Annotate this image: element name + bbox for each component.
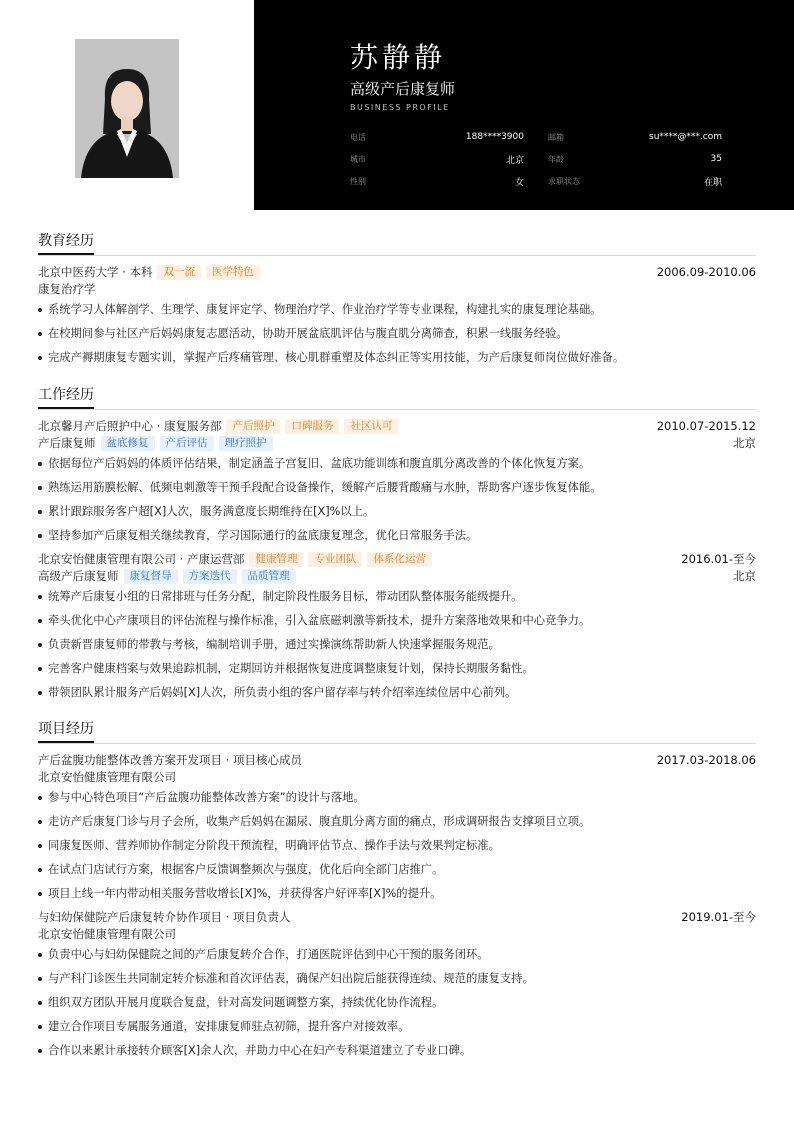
entry-header-row	[38, 551, 756, 568]
section-title: 项目经历	[38, 721, 94, 743]
tag: 产后照护	[226, 419, 280, 434]
tag: 盆底修复	[101, 436, 155, 451]
entry-date: 2006.09-2010.06	[656, 265, 756, 279]
info-city	[350, 148, 524, 170]
project-entry	[38, 909, 756, 1059]
entry-date: 2017.03-2018.06	[656, 753, 756, 767]
bullet-item: 负责中心与妇幼保健院之间的产后康复转介合作，打通医院评估到中心干预的服务闭环。	[38, 946, 756, 963]
bullet-item: 建立合作项目专属服务通道，安排康复师驻点初筛，提升客户对接效率。	[38, 1018, 756, 1035]
bullet-item: 项目上线一年内带动相关服务营收增长[X]%，并获得客户好评率[X]%的提升。	[38, 885, 756, 902]
project-org: 北京安怡健康管理有限公司	[38, 770, 176, 784]
bullet-item: 熟练运用筋膜松解、低频电刺激等干预手段配合设备操作，缓解产后腰背酸痛与水肿，帮助客户逐步恢复体能。	[38, 479, 756, 496]
project-name: 与妇幼保健院产后康复转介协作项目 · 项目负责人	[38, 910, 291, 924]
bullet-item: 坚持参加产后康复相关继续教育，学习国际通行的盆底康复理念，优化日常服务手法。	[38, 527, 756, 544]
info-email	[548, 126, 722, 148]
info-value: 在职	[703, 177, 722, 188]
project-org: 北京安怡健康管理有限公司	[38, 927, 176, 941]
info-job-status	[548, 170, 722, 192]
company-name: 北京馨月产后照护中心 · 康复服务部	[38, 419, 222, 433]
work-entry	[38, 418, 756, 544]
bullet-list	[38, 301, 756, 366]
entry-city: 北京	[733, 436, 756, 450]
bullet-list	[38, 588, 756, 701]
entry-header-row	[38, 909, 756, 926]
entry-left	[38, 435, 273, 452]
entry-header-row	[38, 264, 756, 281]
info-label: 电话	[350, 132, 366, 142]
bullet-item: 合作以来累计承接转介顾客[X]余人次，并助力中心在妇产专科渠道建立了专业口碑。	[38, 1042, 756, 1059]
bullet-item: 负责新晋康复师的带教与考核，编制培训手册，通过实操演练帮助新人快速掌握服务规范。	[38, 636, 756, 653]
tag: 产后评估	[160, 436, 214, 451]
candidate-name: 苏静静	[350, 41, 447, 74]
info-value: 188****3900	[465, 132, 524, 142]
project-name: 产后盆腹功能整体改善方案开发项目 · 项目核心成员	[38, 753, 302, 767]
entry-date: 2016.01-至今	[681, 552, 756, 566]
section-header	[38, 387, 756, 410]
tag: 专业团队	[308, 552, 362, 567]
work-section	[38, 387, 756, 708]
education-section	[38, 233, 756, 373]
role-name: 产后康复师	[38, 436, 96, 450]
tag: 品质管理	[242, 569, 296, 584]
entry-date: 2010.07-2015.12	[656, 419, 756, 433]
tag: 理疗照护	[219, 436, 273, 451]
bullet-item: 与产科门诊医生共同制定转介标准和首次评估表，确保产妇出院后能获得连续、规范的康复支持。	[38, 970, 756, 987]
bullet-list	[38, 946, 756, 1059]
entry-left	[38, 568, 296, 585]
info-value: 35	[710, 154, 722, 164]
info-value: su****@***.com	[649, 132, 722, 142]
bullet-item: 同康复医师、营养师协作制定分阶段干预流程，明确评估节点、操作手法与效果判定标准。	[38, 837, 756, 854]
info-label: 城市	[350, 154, 366, 164]
bullet-item: 在试点门店试行方案，根据客户反馈调整频次与强度，优化后向全部门店推广。	[38, 861, 756, 878]
bullet-item: 累计跟踪服务客户超[X]人次，服务满意度长期维持在[X]%以上。	[38, 503, 756, 520]
entry-sub-row	[38, 281, 756, 298]
entry-sub-row	[38, 769, 756, 786]
projects-section	[38, 721, 756, 1066]
bullet-item: 带领团队累计服务产后妈妈[X]人次，所负责小组的客户留存率与转介绍率连续位居中心前列。	[38, 684, 756, 701]
header-band	[254, 0, 794, 210]
info-value: 北京	[505, 155, 524, 166]
role-name: 高级产后康复师	[38, 569, 119, 583]
tag: 社区认可	[344, 419, 398, 434]
major: 康复治疗学	[38, 282, 96, 296]
tag: 方案迭代	[183, 569, 237, 584]
candidate-title: 高级产后康复师	[350, 80, 456, 98]
tag: 口碑服务	[285, 419, 339, 434]
info-label: 性别	[350, 176, 366, 186]
bullet-list	[38, 455, 756, 544]
bullet-item: 在校期间参与社区产后妈妈康复志愿活动，协助开展盆底肌评估与腹直肌分离筛查，积累一线服务经验。	[38, 325, 756, 342]
portrait-image	[75, 39, 179, 178]
tag: 健康管理	[249, 552, 303, 567]
bullet-item: 统筹产后康复小组的日常排班与任务分配，制定阶段性服务目标，带动团队整体服务能级提升。	[38, 588, 756, 605]
entry-left	[38, 264, 260, 281]
bullet-item: 完成产褥期康复专题实训，掌握产后疼痛管理、核心肌群重塑及体态纠正等实用技能，为产后康复师岗位做好准备。	[38, 349, 756, 366]
entry-sub-row	[38, 435, 756, 452]
info-label: 求职状态	[548, 176, 580, 186]
tag: 医学特色	[206, 265, 260, 280]
entry-left	[38, 418, 398, 435]
info-label: 年龄	[548, 154, 564, 164]
entry-date: 2019.01-至今	[681, 910, 756, 924]
profile-photo	[75, 39, 179, 178]
bullet-item: 牵头优化中心产康项目的评估流程与操作标准，引入盆底磁刺激等新技术，提升方案落地效果和中心竞争力。	[38, 612, 756, 629]
bullet-item: 系统学习人体解剖学、生理学、康复评定学、物理治疗学、作业治疗学等专业课程，构建扎实的康复理论基础。	[38, 301, 756, 318]
entry-header-row	[38, 752, 756, 769]
entry-sub-row	[38, 926, 756, 943]
bullet-item: 走访产后康复门诊与月子会所，收集产后妈妈在漏尿、腹直肌分离方面的痛点，形成调研报告支撑项目立项。	[38, 813, 756, 830]
info-age	[548, 148, 722, 170]
contact-info-grid	[350, 126, 722, 192]
bullet-item: 参与中心特色项目“产后盆腹功能整体改善方案”的设计与落地。	[38, 789, 756, 806]
entry-left	[38, 551, 432, 568]
bullet-item: 组织双方团队开展月度联合复盘，针对高发问题调整方案，持续优化协作流程。	[38, 994, 756, 1011]
section-title: 工作经历	[38, 387, 94, 409]
entry-city: 北京	[733, 569, 756, 583]
bullet-item: 完善客户健康档案与效果追踪机制，定期回访并根据恢复进度调整康复计划，保持长期服务黏性。	[38, 660, 756, 677]
section-header	[38, 721, 756, 744]
tag: 双一流	[157, 265, 201, 280]
tag: 康复督导	[124, 569, 178, 584]
business-profile-label: BUSINESS PROFILE	[350, 103, 450, 112]
section-title: 教育经历	[38, 233, 94, 255]
bullet-item: 依据每位产后妈妈的体质评估结果，制定涵盖子宫复旧、盆底功能训练和腹直肌分离改善的个体化恢复方案。	[38, 455, 756, 472]
info-gender	[350, 170, 524, 192]
project-entry	[38, 752, 756, 902]
section-header	[38, 233, 756, 256]
entry-header-row	[38, 418, 756, 435]
education-entry	[38, 264, 756, 366]
work-entry	[38, 551, 756, 701]
company-name: 北京安怡健康管理有限公司 · 产康运营部	[38, 552, 245, 566]
info-value: 女	[514, 177, 524, 188]
bullet-list	[38, 789, 756, 902]
school-name: 北京中医药大学 · 本科	[38, 265, 153, 279]
tag: 体系化运营	[367, 552, 432, 567]
entry-sub-row	[38, 568, 756, 585]
info-phone	[350, 126, 524, 148]
info-label: 邮箱	[548, 132, 564, 142]
